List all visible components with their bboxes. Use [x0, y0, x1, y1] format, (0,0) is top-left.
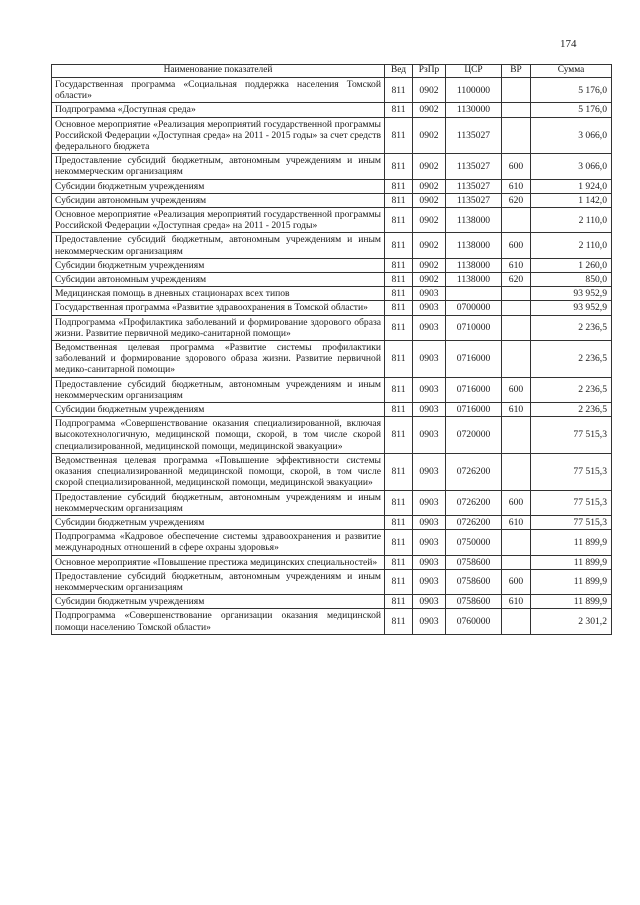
- row-rzpr: 0903: [413, 609, 446, 634]
- row-name: Подпрограмма «Доступная среда»: [52, 103, 385, 117]
- row-ved: 811: [385, 154, 413, 179]
- table-row: [52, 595, 612, 609]
- row-vr: [502, 78, 531, 103]
- row-sum: 11 899,9: [531, 595, 612, 609]
- row-sum: 1 142,0: [531, 193, 612, 207]
- page-number: 174: [560, 38, 577, 50]
- row-rzpr: 0903: [413, 453, 446, 490]
- row-rzpr: 0903: [413, 315, 446, 340]
- table-row: [52, 453, 612, 490]
- row-ved: 811: [385, 555, 413, 569]
- row-sum: 77 515,3: [531, 490, 612, 515]
- row-ved: 811: [385, 301, 413, 315]
- row-vr: 610: [502, 403, 531, 417]
- row-csr: 1138000: [446, 208, 502, 233]
- row-name: Субсидии бюджетным учреждениям: [52, 179, 385, 193]
- row-vr: [502, 609, 531, 634]
- header-csr: ЦСР: [446, 65, 502, 78]
- row-name: Ведомственная целевая программа «Повышение эффективности системы оказания специализированной медицинской помощи, скорой, в том числе скорой специализированной, медицинской помощи, медицинской эвакуации»: [52, 453, 385, 490]
- row-csr: 1135027: [446, 193, 502, 207]
- row-sum: 11 899,9: [531, 569, 612, 594]
- budget-table: [51, 64, 612, 635]
- table-row: [52, 154, 612, 179]
- row-vr: [502, 301, 531, 315]
- row-csr: 0758600: [446, 595, 502, 609]
- table-header-row: [52, 65, 612, 78]
- row-rzpr: 0902: [413, 193, 446, 207]
- row-name: Основное мероприятие «Реализация мероприятий государственной программы Российской Федерации «Доступная среда» на 2011 - 2015 годы»: [52, 208, 385, 233]
- row-rzpr: 0903: [413, 569, 446, 594]
- row-csr: 1130000: [446, 103, 502, 117]
- table-row: [52, 179, 612, 193]
- row-name: Подпрограмма «Профилактика заболеваний и формирование здорового образа жизни. Развитие первичной медико-санитарной помощи»: [52, 315, 385, 340]
- row-sum: 1 260,0: [531, 258, 612, 272]
- row-name: Медицинская помощь в дневных стационарах всех типов: [52, 287, 385, 301]
- table-row: [52, 117, 612, 154]
- row-ved: 811: [385, 117, 413, 154]
- row-rzpr: 0903: [413, 515, 446, 529]
- row-ved: 811: [385, 78, 413, 103]
- row-csr: 0758600: [446, 569, 502, 594]
- row-rzpr: 0902: [413, 78, 446, 103]
- row-sum: 2 301,2: [531, 609, 612, 634]
- row-ved: 811: [385, 490, 413, 515]
- header-sum: Сумма: [531, 65, 612, 78]
- row-vr: [502, 530, 531, 555]
- row-sum: 11 899,9: [531, 555, 612, 569]
- row-vr: [502, 555, 531, 569]
- row-name: Государственная программа «Развитие здравоохранения в Томской области»: [52, 301, 385, 315]
- table-row: [52, 417, 612, 454]
- row-name: Основное мероприятие «Повышение престижа медицинских специальностей»: [52, 555, 385, 569]
- row-csr: 0750000: [446, 530, 502, 555]
- row-name: Субсидии бюджетным учреждениям: [52, 595, 385, 609]
- row-name: Субсидии бюджетным учреждениям: [52, 515, 385, 529]
- row-sum: 2 236,5: [531, 403, 612, 417]
- row-sum: 77 515,3: [531, 417, 612, 454]
- row-rzpr: 0903: [413, 341, 446, 378]
- row-csr: 0716000: [446, 377, 502, 402]
- table-row: [52, 569, 612, 594]
- row-ved: 811: [385, 403, 413, 417]
- row-sum: 2 236,5: [531, 377, 612, 402]
- table-row: [52, 490, 612, 515]
- row-sum: 93 952,9: [531, 287, 612, 301]
- table-row: [52, 287, 612, 301]
- row-vr: 600: [502, 377, 531, 402]
- row-name: Подпрограмма «Совершенствование организации оказания медицинской помощи населению Томской области»: [52, 609, 385, 634]
- row-vr: 600: [502, 569, 531, 594]
- row-vr: 600: [502, 154, 531, 179]
- header-rzpr: РзПр: [413, 65, 446, 78]
- header-ved: Вед: [385, 65, 413, 78]
- row-name: Предоставление субсидий бюджетным, автономным учреждениям и иным некоммерческим организациям: [52, 569, 385, 594]
- row-csr: 1135027: [446, 117, 502, 154]
- table-row: [52, 233, 612, 258]
- row-csr: [446, 287, 502, 301]
- row-ved: 811: [385, 453, 413, 490]
- row-rzpr: 0902: [413, 179, 446, 193]
- row-csr: 1138000: [446, 233, 502, 258]
- table-row: [52, 403, 612, 417]
- row-csr: 0726200: [446, 453, 502, 490]
- row-ved: 811: [385, 595, 413, 609]
- row-csr: 0700000: [446, 301, 502, 315]
- table-row: [52, 258, 612, 272]
- row-vr: 620: [502, 193, 531, 207]
- table-row: [52, 315, 612, 340]
- row-vr: [502, 453, 531, 490]
- row-sum: 850,0: [531, 273, 612, 287]
- row-ved: 811: [385, 569, 413, 594]
- row-csr: 0758600: [446, 555, 502, 569]
- row-vr: [502, 117, 531, 154]
- row-rzpr: 0903: [413, 417, 446, 454]
- row-rzpr: 0903: [413, 530, 446, 555]
- row-ved: 811: [385, 417, 413, 454]
- row-csr: 0716000: [446, 403, 502, 417]
- row-ved: 811: [385, 341, 413, 378]
- row-sum: 77 515,3: [531, 515, 612, 529]
- row-csr: 0726200: [446, 490, 502, 515]
- row-sum: 1 924,0: [531, 179, 612, 193]
- row-sum: 2 110,0: [531, 233, 612, 258]
- row-vr: 610: [502, 595, 531, 609]
- table-row: [52, 609, 612, 634]
- row-csr: 1135027: [446, 179, 502, 193]
- row-rzpr: 0902: [413, 233, 446, 258]
- row-vr: 600: [502, 490, 531, 515]
- header-vr: ВР: [502, 65, 531, 78]
- row-vr: [502, 341, 531, 378]
- row-vr: 610: [502, 258, 531, 272]
- row-vr: [502, 287, 531, 301]
- row-ved: 811: [385, 287, 413, 301]
- row-sum: 2 236,5: [531, 315, 612, 340]
- row-vr: [502, 315, 531, 340]
- table-row: [52, 530, 612, 555]
- row-rzpr: 0903: [413, 287, 446, 301]
- row-rzpr: 0902: [413, 154, 446, 179]
- row-sum: 3 066,0: [531, 117, 612, 154]
- row-rzpr: 0902: [413, 208, 446, 233]
- row-rzpr: 0903: [413, 490, 446, 515]
- row-csr: 0716000: [446, 341, 502, 378]
- row-ved: 811: [385, 193, 413, 207]
- table-row: [52, 301, 612, 315]
- row-rzpr: 0902: [413, 103, 446, 117]
- row-rzpr: 0902: [413, 273, 446, 287]
- row-name: Подпрограмма «Кадровое обеспечение системы здравоохранения и развитие международных отношений в сфере охраны здоровья»: [52, 530, 385, 555]
- row-name: Субсидии бюджетным учреждениям: [52, 258, 385, 272]
- row-name: Предоставление субсидий бюджетным, автономным учреждениям и иным некоммерческим организациям: [52, 377, 385, 402]
- row-vr: [502, 103, 531, 117]
- row-rzpr: 0903: [413, 595, 446, 609]
- row-vr: 610: [502, 179, 531, 193]
- row-name: Ведомственная целевая программа «Развитие системы профилактики заболеваний и формирование здорового образа жизни. Развитие первичной медико-санитарной помощи»: [52, 341, 385, 378]
- row-rzpr: 0902: [413, 258, 446, 272]
- table-row: [52, 555, 612, 569]
- row-rzpr: 0903: [413, 377, 446, 402]
- row-csr: 1138000: [446, 273, 502, 287]
- row-name: Предоставление субсидий бюджетным, автономным учреждениям и иным некоммерческим организациям: [52, 490, 385, 515]
- row-vr: 600: [502, 233, 531, 258]
- row-ved: 811: [385, 273, 413, 287]
- row-rzpr: 0903: [413, 301, 446, 315]
- row-sum: 77 515,3: [531, 453, 612, 490]
- row-csr: 1138000: [446, 258, 502, 272]
- row-ved: 811: [385, 609, 413, 634]
- row-sum: 5 176,0: [531, 78, 612, 103]
- row-ved: 811: [385, 315, 413, 340]
- row-ved: 811: [385, 515, 413, 529]
- row-rzpr: 0902: [413, 117, 446, 154]
- header-name: Наименование показателей: [52, 65, 385, 78]
- table-body: [52, 78, 612, 635]
- row-csr: 0726200: [446, 515, 502, 529]
- row-rzpr: 0903: [413, 555, 446, 569]
- row-csr: 0720000: [446, 417, 502, 454]
- row-vr: [502, 417, 531, 454]
- table-row: [52, 193, 612, 207]
- row-ved: 811: [385, 258, 413, 272]
- row-ved: 811: [385, 208, 413, 233]
- row-sum: 5 176,0: [531, 103, 612, 117]
- table-row: [52, 78, 612, 103]
- row-name: Государственная программа «Социальная поддержка населения Томской области»: [52, 78, 385, 103]
- row-sum: 3 066,0: [531, 154, 612, 179]
- row-ved: 811: [385, 530, 413, 555]
- row-csr: 1135027: [446, 154, 502, 179]
- table-row: [52, 103, 612, 117]
- table-row: [52, 341, 612, 378]
- table-row: [52, 208, 612, 233]
- row-name: Подпрограмма «Совершенствование оказания специализированной, включая высокотехнологичную, медицинской помощи, скорой, в том числе скорой специализированной, медицинской помощи, медицинской эвакуации»: [52, 417, 385, 454]
- row-name: Субсидии автономным учреждениям: [52, 193, 385, 207]
- row-ved: 811: [385, 377, 413, 402]
- row-sum: 93 952,9: [531, 301, 612, 315]
- row-csr: 1100000: [446, 78, 502, 103]
- row-csr: 0710000: [446, 315, 502, 340]
- table-row: [52, 377, 612, 402]
- row-vr: 610: [502, 515, 531, 529]
- row-vr: 620: [502, 273, 531, 287]
- row-ved: 811: [385, 179, 413, 193]
- row-rzpr: 0903: [413, 403, 446, 417]
- row-sum: 2 236,5: [531, 341, 612, 378]
- row-csr: 0760000: [446, 609, 502, 634]
- row-name: Основное мероприятие «Реализация мероприятий государственной программы Российской Федерации «Доступная среда» на 2011 - 2015 годы» за счет средств федерального бюджета: [52, 117, 385, 154]
- row-name: Субсидии автономным учреждениям: [52, 273, 385, 287]
- row-ved: 811: [385, 233, 413, 258]
- table-row: [52, 515, 612, 529]
- row-name: Предоставление субсидий бюджетным, автономным учреждениям и иным некоммерческим организациям: [52, 154, 385, 179]
- row-name: Субсидии бюджетным учреждениям: [52, 403, 385, 417]
- table-row: [52, 273, 612, 287]
- row-sum: 2 110,0: [531, 208, 612, 233]
- row-vr: [502, 208, 531, 233]
- row-name: Предоставление субсидий бюджетным, автономным учреждениям и иным некоммерческим организациям: [52, 233, 385, 258]
- row-sum: 11 899,9: [531, 530, 612, 555]
- row-ved: 811: [385, 103, 413, 117]
